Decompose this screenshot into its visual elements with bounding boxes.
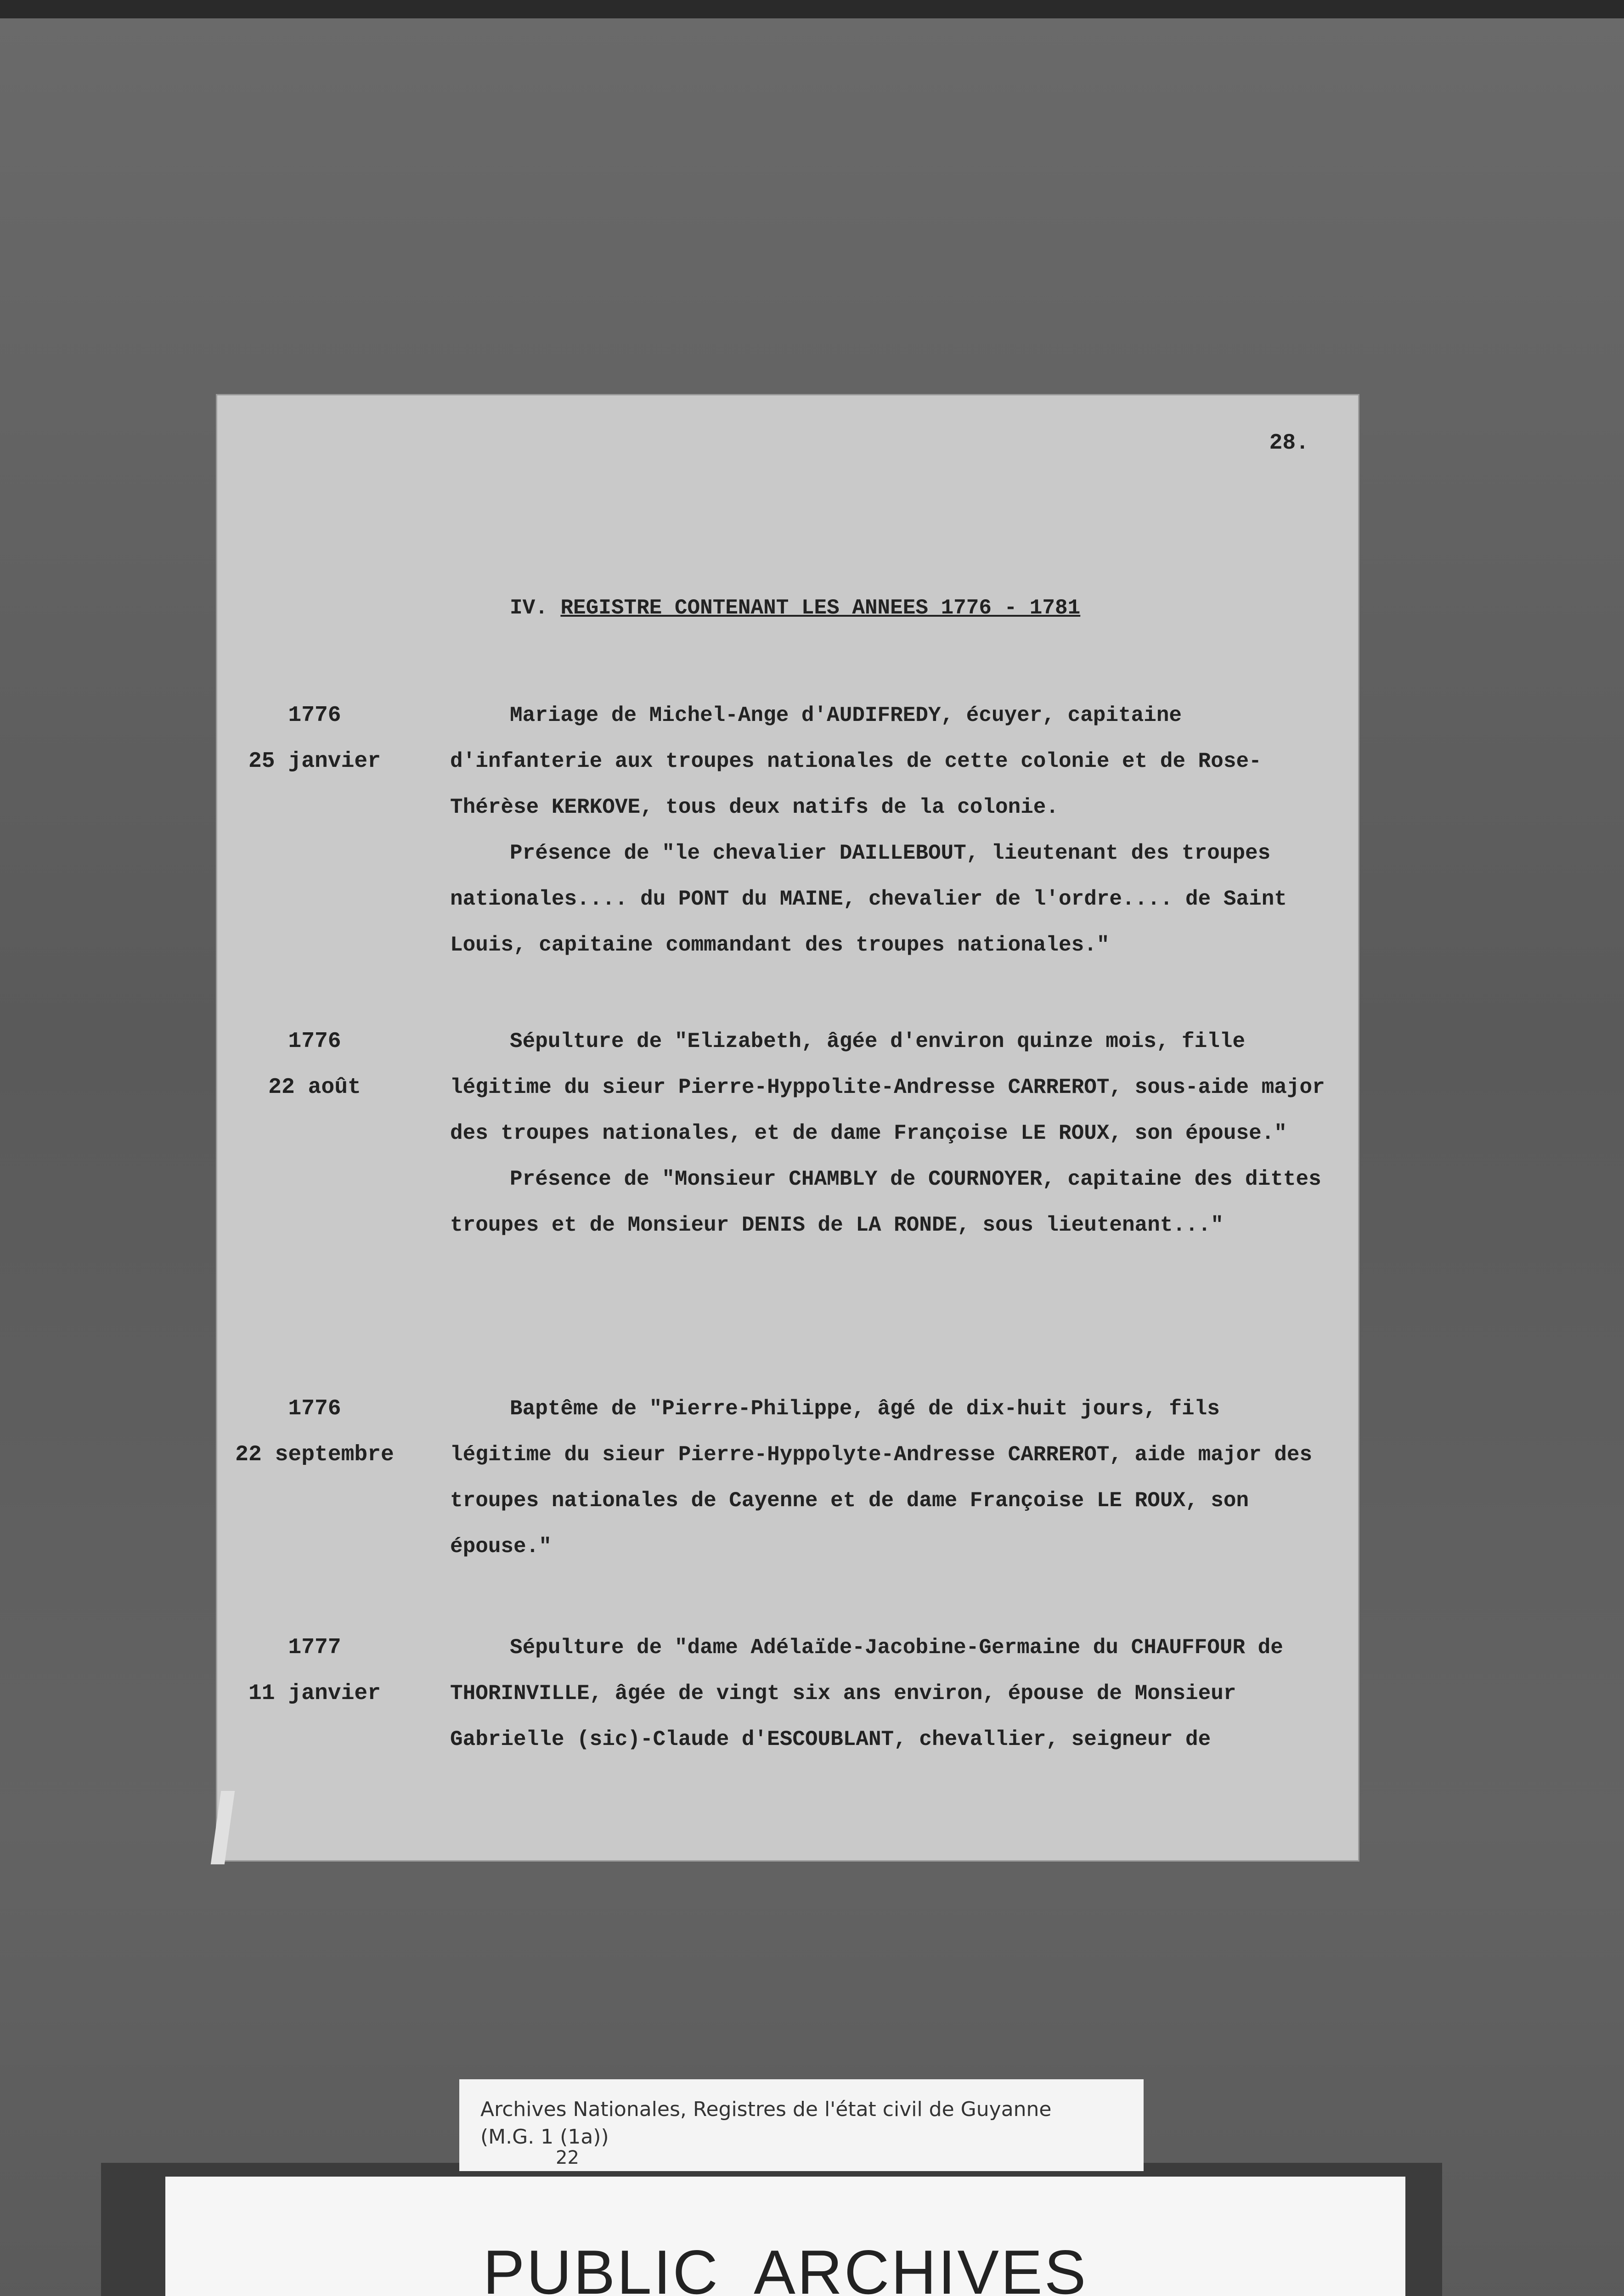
entry-day: 22 août: [268, 1075, 361, 1100]
entry-day: 11 janvier: [248, 1681, 381, 1706]
source-label-line: (M.G. 1 (1a)): [480, 2125, 609, 2149]
source-label: [459, 2079, 1144, 2171]
entry-text: [450, 1625, 1332, 1762]
document-page: [216, 394, 1359, 1862]
entry-paragraph: Baptême de "Pierre-Philippe, âgé de dix-huit jours, fils légitime du sieur Pierre-Hyppolyte-Andresse CARREROT, aide major des troupes nationales de Cayenne et de dame Françoise LE ROUX, son épouse.": [450, 1397, 1313, 1559]
entry-year: 1776: [288, 1029, 341, 1054]
entry-day: 25 janvier: [248, 749, 381, 774]
entry-year: 1776: [288, 703, 341, 728]
archive-card-line: PUBLIC ARCHIVES: [483, 2237, 1088, 2296]
source-label-line: Archives Nationales, Registres de l'état civil de Guyanne: [480, 2098, 1052, 2121]
heading-title: REGISTRE CONTENANT LES ANNEES 1776 - 1781: [560, 596, 1081, 620]
entry-day: 22 septembre: [235, 1442, 394, 1467]
entry-text: [450, 1019, 1332, 1248]
entry-paragraph: Présence de "le chevalier DAILLEBOUT, lieutenant des troupes nationales.... du PONT du MAINE, chevalier de l'ordre.... de Saint Louis, capitaine commandant des troupes nationales.": [450, 841, 1287, 957]
entry-text: [450, 692, 1332, 968]
archive-card: [165, 2177, 1405, 2296]
source-label-line: 22: [556, 2147, 579, 2168]
entry-paragraph: Sépulture de "Elizabeth, âgée d'environ quinze mois, fille légitime du sieur Pierre-Hyppolite-Andresse CARREROT, sous-aide major des troupes nationales, et de dame Françoise LE ROUX, son épouse.": [450, 1030, 1325, 1145]
entry-year: 1777: [288, 1635, 341, 1660]
entry-paragraph: Mariage de Michel-Ange d'AUDIFREDY, écuyer, capitaine d'infanterie aux troupes nationales de cette colonie et de Rose-Thérèse KERKOVE, tous deux natifs de la colonie.: [450, 703, 1262, 819]
scan-top-edge: [0, 0, 1624, 18]
entry-text: [450, 1386, 1332, 1570]
heading-prefix: IV.: [510, 596, 548, 620]
page-number: 28.: [1269, 431, 1309, 456]
entry-year: 1776: [288, 1396, 341, 1421]
entry-paragraph: Sépulture de "dame Adélaïde-Jacobine-Germaine du CHAUFFOUR de THORINVILLE, âgée de vingt six ans environ, épouse de Monsieur Gabrielle (sic)-Claude d'ESCOUBLANT, chevallier, seigneur de: [450, 1636, 1283, 1751]
section-heading: [510, 596, 1080, 620]
entry-paragraph: Présence de "Monsieur CHAMBLY de COURNOYER, capitaine des dittes troupes et de Monsieur DENIS de LA RONDE, sous lieutenant...": [450, 1167, 1321, 1237]
